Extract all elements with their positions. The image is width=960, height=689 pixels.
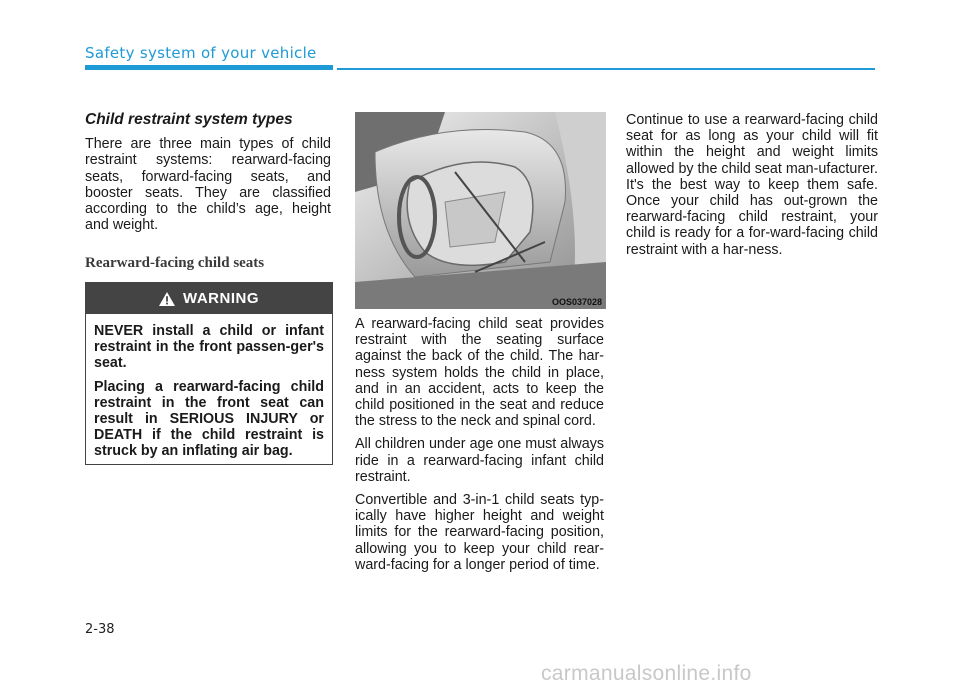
warning-body: [86, 314, 332, 460]
subheading: Rearward-facing child seats: [85, 255, 265, 272]
intro-paragraph: There are three main types of child restraint systems: rearward-facing seats, forward-facing seats, and booster seats. They are classified according to the child’s age, height and weight.: [85, 136, 331, 234]
section-title: Safety system of your vehicle: [85, 44, 317, 62]
column-3: [626, 112, 878, 265]
warning-header: [86, 283, 332, 314]
page-number: 2-38: [85, 622, 115, 637]
warning-paragraph-2: Placing a rearward-facing child restraint in the front seat can result in SERIOUS INJURY or DEATH if the child restraint is struck by an inflating air bag.: [94, 378, 324, 460]
warning-triangle-icon: [159, 292, 175, 306]
warning-box: [85, 282, 333, 465]
paragraph-rearward-1: A rearward-facing child seat provides restraint with the seating surface against the back of the child. The har-ness system holds the child in place, and in an accident, acts to keep the child positioned in the seat and reduce the stress to the neck and spinal cord.: [355, 316, 604, 430]
warning-label: WARNING: [183, 290, 259, 307]
rear-seat-child-seat-illustration: [355, 112, 606, 309]
paragraph-rearward-2: All children under age one must always ride in a rearward-facing infant child restraint.: [355, 436, 604, 485]
paragraph-rearward-3: Convertible and 3-in-1 child seats typ-ically have higher height and weight limits for the rearward-facing position, allowing you to keep your child rear-ward-facing for a longer period of time.: [355, 492, 604, 573]
paragraph-continue: Continue to use a rearward-facing child seat for as long as your child will fit within the height and weight limits allowed by the child seat man-ufacturer. It's the best way to keep them safe. Once your child has out-grown the rearward-facing child restraint, your child is ready for a for-ward-facing child restraint with a har-ness.: [626, 112, 878, 258]
watermark: carmanualsonline.info: [541, 662, 752, 685]
column-1: [85, 112, 331, 272]
column-2: [355, 316, 604, 580]
figure-code: OOS037028: [551, 297, 602, 307]
child-seat-drawing: [355, 112, 606, 309]
header-rule: [337, 68, 875, 70]
section-heading: Child restraint system types: [85, 111, 293, 128]
header-accent-bar: [85, 65, 333, 70]
warning-paragraph-1: NEVER install a child or infant restraint in the front passen-ger's seat.: [94, 323, 324, 372]
